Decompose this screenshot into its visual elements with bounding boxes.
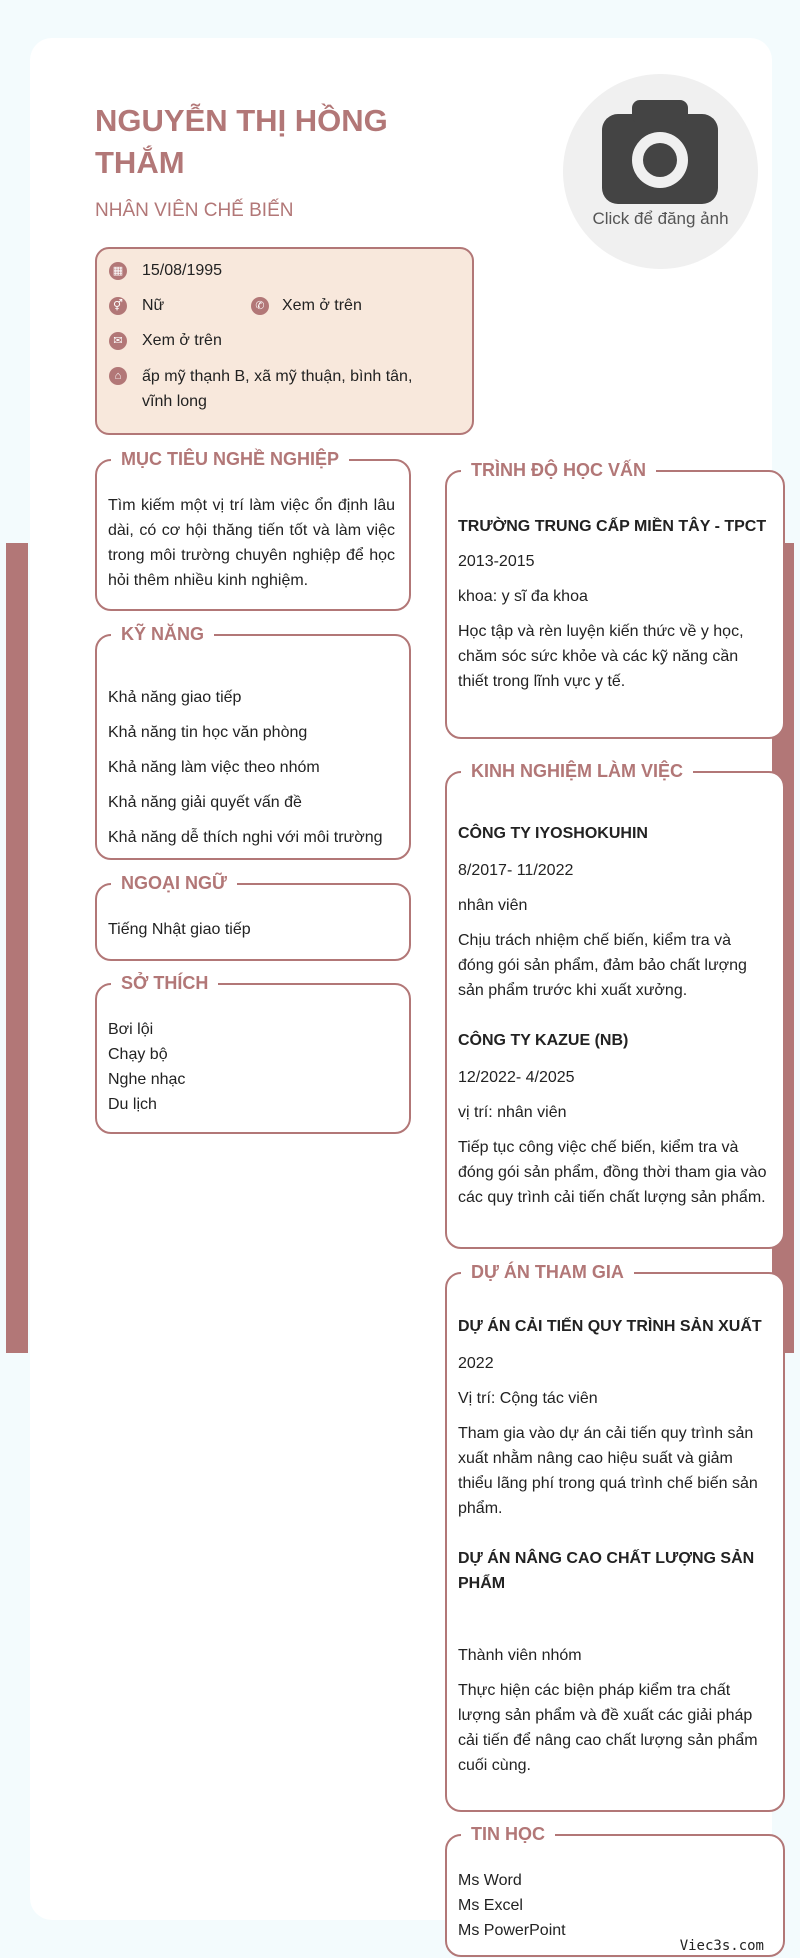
hobbies-list	[108, 1017, 395, 1117]
birthday-value[interactable]: 15/08/1995	[142, 262, 223, 279]
skill-item[interactable]: Khả năng tin học văn phòng	[108, 724, 308, 741]
experience-item	[458, 1028, 769, 1210]
left-decor-band	[6, 543, 28, 1353]
hobbies-section	[95, 973, 411, 1134]
project-name[interactable]: DỰ ÁN NÂNG CAO CHẤT LƯỢNG SẢN PHẨM	[458, 1550, 755, 1592]
it-skill-item[interactable]: Ms PowerPoint	[458, 1922, 566, 1939]
gender-value[interactable]: Nữ	[142, 297, 165, 314]
education-major[interactable]: khoa: y sĩ đa khoa	[458, 588, 588, 605]
experience-section	[445, 761, 785, 1249]
hobbies-title: SỞ THÍCH	[111, 971, 218, 995]
address-value[interactable]: ấp mỹ thạnh B, xã mỹ thuận, bình tân, vĩnh long	[142, 368, 413, 410]
hobby-item[interactable]: Du lịch	[108, 1096, 157, 1113]
project-item	[458, 1546, 769, 1778]
avatar-upload-label: Click để đăng ảnh	[592, 209, 729, 228]
phone-icon: ✆	[251, 297, 269, 315]
education-description[interactable]: Học tập và rèn luyện kiến thức về y học, chăm sóc sức khỏe và các kỹ năng cần thiết trong lĩnh vực y tế.	[458, 623, 744, 690]
languages-section	[95, 873, 411, 961]
projects-body	[458, 1314, 769, 1778]
project-description[interactable]: Thực hiện các biện pháp kiểm tra chất lượng sản phẩm và đề xuất các giải pháp cải tiến để nâng cao chất lượng sản phẩm cuối cùng.	[458, 1682, 758, 1774]
education-period[interactable]: 2013-2015	[458, 553, 535, 570]
experience-description[interactable]: Chịu trách nhiệm chế biến, kiểm tra và đóng gói sản phẩm, đảm bảo chất lượng sản phẩm trước khi xuất xưởng.	[458, 932, 747, 999]
objective-title: MỤC TIÊU NGHỀ NGHIỆP	[111, 447, 349, 471]
experience-position[interactable]: nhân viên	[458, 897, 528, 914]
email-icon: ✉	[109, 332, 127, 350]
gender-icon: ⚥	[109, 297, 127, 315]
hobby-item[interactable]: Nghe nhạc	[108, 1071, 186, 1088]
it-skill-item[interactable]: Ms Excel	[458, 1897, 523, 1914]
project-period[interactable]: 2022	[458, 1355, 494, 1372]
experience-body	[458, 821, 769, 1210]
avatar-upload[interactable]	[563, 74, 758, 269]
project-role[interactable]: Thành viên nhóm	[458, 1647, 582, 1664]
languages-title: NGOẠI NGỮ	[111, 871, 237, 895]
experience-description[interactable]: Tiếp tục công việc chế biến, kiểm tra và đóng gói sản phẩm, đồng thời tham gia vào các quy trình cải tiến chất lượng sản phẩm.	[458, 1139, 767, 1206]
email-value[interactable]: Xem ở trên	[142, 332, 222, 349]
project-name[interactable]: DỰ ÁN CẢI TIẾN QUY TRÌNH SẢN XUẤT	[458, 1318, 762, 1335]
skill-item[interactable]: Khả năng dễ thích nghi với môi trường	[108, 829, 383, 846]
it-skills-list	[458, 1868, 769, 1943]
company-name[interactable]: CÔNG TY IYOSHOKUHIN	[458, 825, 648, 842]
education-section	[445, 460, 785, 739]
experience-item	[458, 821, 769, 1003]
skill-item[interactable]: Khả năng làm việc theo nhóm	[108, 759, 320, 776]
education-title: TRÌNH ĐỘ HỌC VẤN	[461, 458, 656, 482]
project-role[interactable]: Vị trí: Cộng tác viên	[458, 1390, 598, 1407]
candidate-name[interactable]: NGUYỄN THỊ HỒNG THẮM	[95, 103, 388, 180]
phone-value[interactable]: Xem ở trên	[282, 297, 362, 314]
experience-period[interactable]: 12/2022- 4/2025	[458, 1069, 575, 1086]
home-icon: ⌂	[109, 367, 127, 385]
company-name[interactable]: CÔNG TY KAZUE (NB)	[458, 1032, 629, 1049]
experience-title: KINH NGHIỆM LÀM VIỆC	[461, 759, 693, 783]
job-title[interactable]: NHÂN VIÊN CHẾ BIẾN	[95, 200, 294, 221]
project-period[interactable]	[458, 1608, 769, 1633]
it-skill-item[interactable]: Ms Word	[458, 1872, 522, 1889]
watermark: Viec3s.com	[679, 1938, 764, 1954]
skill-item[interactable]: Khả năng giao tiếp	[108, 689, 242, 706]
objective-text[interactable]: Tìm kiếm một vị trí làm việc ổn định lâu dài, có cơ hội thăng tiến tốt và làm việc trong môi trường chuyên nghiệp để học hỏi thêm nhiều kinh nghiệm.	[108, 497, 395, 589]
experience-period[interactable]: 8/2017- 11/2022	[458, 862, 574, 879]
skills-title: KỸ NĂNG	[111, 622, 214, 646]
school-name[interactable]: TRƯỜNG TRUNG CẤP MIỀN TÂY - TPCT	[458, 518, 767, 535]
project-item	[458, 1314, 769, 1521]
hobby-item[interactable]: Bơi lội	[108, 1021, 154, 1038]
project-description[interactable]: Tham gia vào dự án cải tiến quy trình sản xuất nhằm nâng cao hiệu suất và giảm thiểu lãng phí trong quá trình chế biến sản phẩm.	[458, 1425, 758, 1517]
skill-item[interactable]: Khả năng giải quyết vấn đề	[108, 794, 302, 811]
skills-list	[108, 680, 395, 855]
projects-section	[445, 1262, 785, 1812]
skills-section	[95, 624, 411, 860]
hobby-item[interactable]: Chạy bộ	[108, 1046, 168, 1063]
projects-title: DỰ ÁN THAM GIA	[461, 1260, 634, 1284]
languages-text[interactable]: Tiếng Nhật giao tiếp	[108, 921, 251, 938]
camera-icon	[602, 100, 718, 206]
education-body	[458, 514, 769, 694]
experience-position[interactable]: vị trí: nhân viên	[458, 1104, 567, 1121]
cv-page	[30, 38, 772, 1939]
it-skills-title: TIN HỌC	[461, 1822, 555, 1846]
objective-section	[95, 449, 411, 611]
contact-info-box	[95, 247, 474, 435]
calendar-icon: ▦	[109, 262, 127, 280]
